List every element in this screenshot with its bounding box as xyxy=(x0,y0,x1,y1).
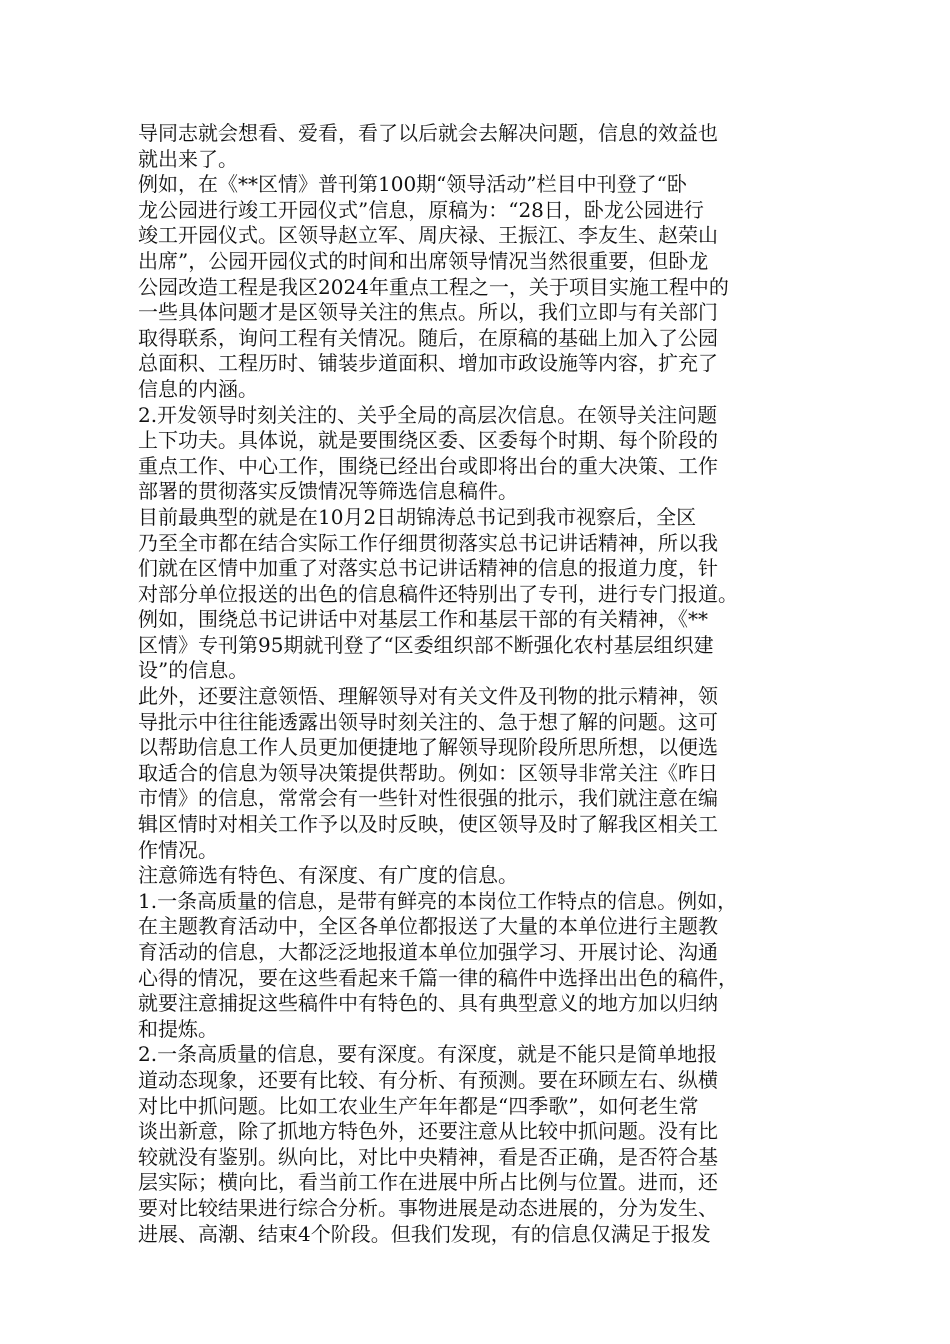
text-line: 在主题教育活动中，全区各单位都报送了大量的本单位进行主题教 xyxy=(138,914,718,939)
text-line: 育活动的信息，大都泛泛地报道本单位加强学习、开展讨论、沟通 xyxy=(138,940,718,964)
text-line: 区情》专刊第95期就刊登了“区委组织部不断强化农村基层组织建 xyxy=(138,632,714,657)
text-line: 取适合的信息为领导决策提供帮助。例如：区领导非常关注《昨日 xyxy=(138,760,718,785)
text-line: 辑区情时对相关工作予以及时反映，使区领导及时了解我区相关工 xyxy=(138,812,718,837)
text-line: 对部分单位报送的出色的信息稿件还特别出了专刊，进行专门报道。 xyxy=(138,581,738,606)
paragraph xyxy=(138,403,818,505)
paragraph xyxy=(138,889,818,1043)
text-line: 总面积、工程历时、铺装步道面积、增加市政设施等内容，扩充了 xyxy=(138,351,718,376)
text-line: 谈出新意，除了抓地方特色外，还要注意从比较中抓问题。没有比 xyxy=(138,1119,718,1144)
paragraph xyxy=(138,684,818,863)
text-line: 就出来了。 xyxy=(138,146,238,171)
text-line: 以帮助信息工作人员更加便捷地了解领导现阶段所思所想，以便选 xyxy=(138,735,718,760)
text-line: 2.开发领导时刻关注的、关乎全局的高层次信息。在领导关注问题 xyxy=(138,402,718,427)
text-line: 导同志就会想看、爱看，看了以后就会去解决问题，信息的效益也 xyxy=(138,121,718,145)
text-line: 部署的贯彻落实反馈情况等筛选信息稿件。 xyxy=(138,479,518,504)
text-line: 导批示中往往能透露出领导时刻关注的、急于想了解的问题。这可 xyxy=(138,709,718,734)
text-line: 1.一条高质量的信息，是带有鲜亮的本岗位工作特点的信息。例如， xyxy=(138,888,738,913)
text-line: 竣工开园仪式。区领导赵立军、周庆禄、王振江、李友生、赵荣山 xyxy=(138,223,718,248)
text-line: 心得的情况，要在这些看起来千篇一律的稿件中选择出出色的稿件， xyxy=(138,965,738,990)
text-line: 较就没有鉴别。纵向比，对比中央精神，看是否正确，是否符合基 xyxy=(138,1144,718,1169)
paragraph xyxy=(138,863,818,889)
text-line: 乃至全市都在结合实际工作仔细贯彻落实总书记讲话精神，所以我 xyxy=(138,530,718,555)
text-line: 龙公园进行竣工开园仪式”信息，原稿为：“28日，卧龙公园进行 xyxy=(138,197,704,222)
text-line: 进展、高潮、结束4个阶段。但我们发现，有的信息仅满足于报发 xyxy=(138,1221,711,1246)
text-line: 对比中抓问题。比如工农业生产年年都是“四季歌”，如何老生常 xyxy=(138,1093,699,1118)
text-line: 出席”，公园开园仪式的时间和出席领导情况当然很重要，但卧龙 xyxy=(138,248,709,273)
text-line: 上下功夫。具体说，就是要围绕区委、区委每个时期、每个阶段的 xyxy=(138,428,718,453)
text-line: 和提炼。 xyxy=(138,1016,218,1041)
text-line: 2.一条高质量的信息，要有深度。有深度，就是不能只是简单地报 xyxy=(138,1042,718,1067)
paragraph xyxy=(138,172,818,402)
text-line: 例如，在《**区情》普刊第100期“领导活动”栏目中刊登了“卧 xyxy=(138,172,687,197)
document-body xyxy=(138,121,818,1247)
text-line: 道动态现象，还要有比较、有分析、有预测。要在环顾左右、纵横 xyxy=(138,1067,718,1092)
text-line: 要对比较结果进行综合分析。事物进展是动态进展的，分为发生、 xyxy=(138,1195,718,1220)
text-line: 们就在区情中加重了对落实总书记讲话精神的信息的报道力度，针 xyxy=(138,556,718,581)
text-line: 注意筛选有特色、有深度、有广度的信息。 xyxy=(138,863,518,888)
text-line: 信息的内涵。 xyxy=(138,376,258,401)
text-line: 一些具体问题才是区领导关注的焦点。所以，我们立即与有关部门 xyxy=(138,300,718,325)
text-line: 目前最典型的就是在10月2日胡锦涛总书记到我市视察后，全区 xyxy=(138,504,697,529)
text-line: 层实际；横向比，看当前工作在进展中所占比例与位置。进而，还 xyxy=(138,1170,718,1195)
paragraph xyxy=(138,121,818,172)
text-line: 此外，还要注意领悟、理解领导对有关文件及刊物的批示精神，领 xyxy=(138,684,718,709)
text-line: 作情况。 xyxy=(138,837,218,862)
text-line: 公园改造工程是我区2024年重点工程之一，关于项目实施工程中的 xyxy=(138,274,729,299)
text-line: 设”的信息。 xyxy=(138,658,249,683)
text-line: 就要注意捕捉这些稿件中有特色的、具有典型意义的地方加以归纳 xyxy=(138,991,718,1016)
text-line: 例如，围绕总书记讲话中对基层工作和基层干部的有关精神，《** xyxy=(138,607,708,632)
text-line: 重点工作、中心工作，围绕已经出台或即将出台的重大决策、工作 xyxy=(138,453,718,478)
text-line: 取得联系，询问工程有关情况。随后，在原稿的基础上加入了公园 xyxy=(138,325,718,350)
paragraph xyxy=(138,1042,818,1247)
text-line: 市情》的信息，常常会有一些针对性很强的批示，我们就注意在编 xyxy=(138,786,718,811)
paragraph xyxy=(138,505,818,684)
